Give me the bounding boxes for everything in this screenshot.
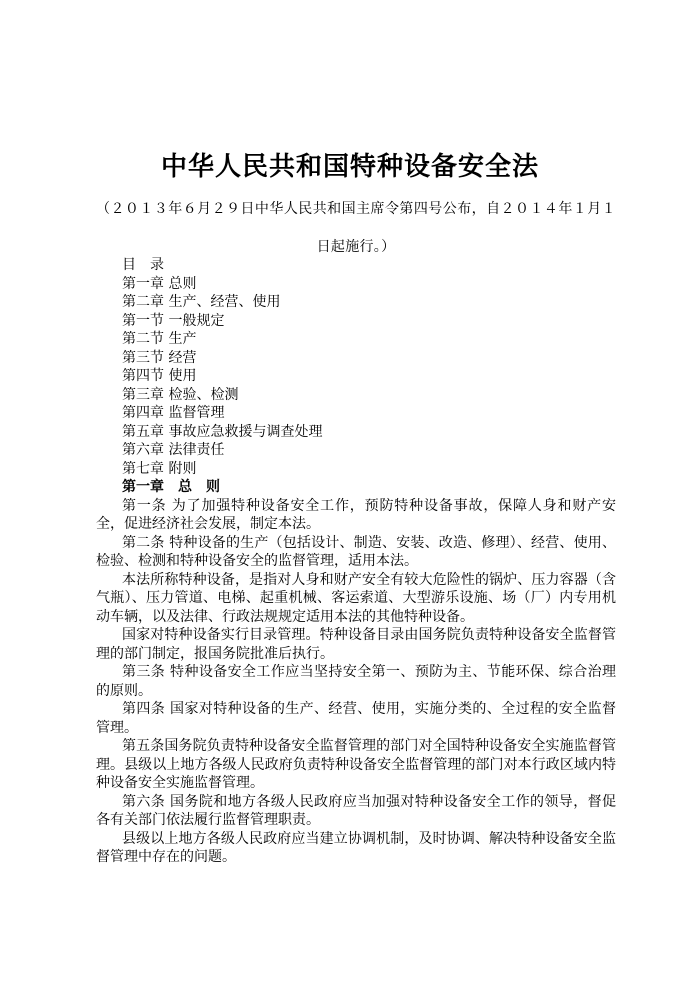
article-paragraph: 国家对特种设备实行目录管理。特种设备目录由国务院负责特种设备安全监督管理的部门制定，报国务院批准后执行。 bbox=[96, 627, 616, 662]
document-body bbox=[96, 256, 616, 867]
article-paragraph: 第一条 为了加强特种设备安全工作，预防特种设备事故，保障人身和财产安全，促进经济社会发展，制定本法。 bbox=[96, 497, 616, 532]
toc-heading: 目录 bbox=[122, 257, 178, 273]
toc-item: 第五章 事故应急救援与调查处理 bbox=[122, 423, 323, 440]
toc-item: 第六章 法律责任 bbox=[122, 442, 225, 458]
document-title: 中华人民共和国特种设备安全法 bbox=[160, 152, 539, 182]
toc-item: 第四节 使用 bbox=[122, 368, 197, 384]
chapter-heading: 第一章 总 则 bbox=[122, 479, 220, 495]
article-paragraph: 本法所称特种设备，是指对人身和财产安全有较大危险性的锅炉、压力容器（含气瓶）、压力管道、电梯、起重机械、客运索道、大型游乐设施、场（厂）内专用机动车辆，以及法律、行政法规规定适用本法的其他特种设备。 bbox=[96, 571, 616, 625]
toc-item: 第三节 经营 bbox=[122, 349, 197, 366]
promulgation-note: （２０１３年６月２９日中华人民共和国主席令第四号公布，自２０１４年１月１日起施行。） bbox=[96, 201, 616, 255]
toc-item: 第二节 生产 bbox=[122, 331, 197, 347]
toc-item: 第三章 检验、检测 bbox=[122, 386, 239, 403]
toc-item: 第四章 监督管理 bbox=[122, 405, 225, 421]
article-paragraph: 第六条 国务院和地方各级人民政府应当加强对特种设备安全工作的领导，督促各有关部门依法履行监督管理职责。 bbox=[96, 793, 616, 828]
article-paragraph: 第五条国务院负责特种设备安全监督管理的部门对全国特种设备安全实施监督管理。县级以上地方各级人民政府负责特种设备安全监督管理的部门对本行政区域内特种设备安全实施监督管理。 bbox=[96, 738, 616, 791]
toc-item: 第一章 总则 bbox=[122, 275, 197, 292]
toc-item: 第七章 附则 bbox=[122, 460, 197, 477]
article-paragraph: 第四条 国家对特种设备的生产、经营、使用，实施分类的、全过程的安全监督管理。 bbox=[96, 701, 616, 736]
article-paragraph: 第二条 特种设备的生产（包括设计、制造、安装、改造、修理）、经营、使用、检验、检测和特种设备安全的监督管理，适用本法。 bbox=[96, 534, 616, 569]
article-paragraph: 县级以上地方各级人民政府应当建立协调机制，及时协调、解决特种设备安全监督管理中存在的问题。 bbox=[96, 830, 616, 865]
toc-item: 第二章 生产、经营、使用 bbox=[122, 294, 281, 310]
article-paragraph: 第三条 特种设备安全工作应当坚持安全第一、预防为主、节能环保、综合治理的原则。 bbox=[96, 664, 616, 699]
toc-item: 第一节 一般规定 bbox=[122, 312, 225, 329]
